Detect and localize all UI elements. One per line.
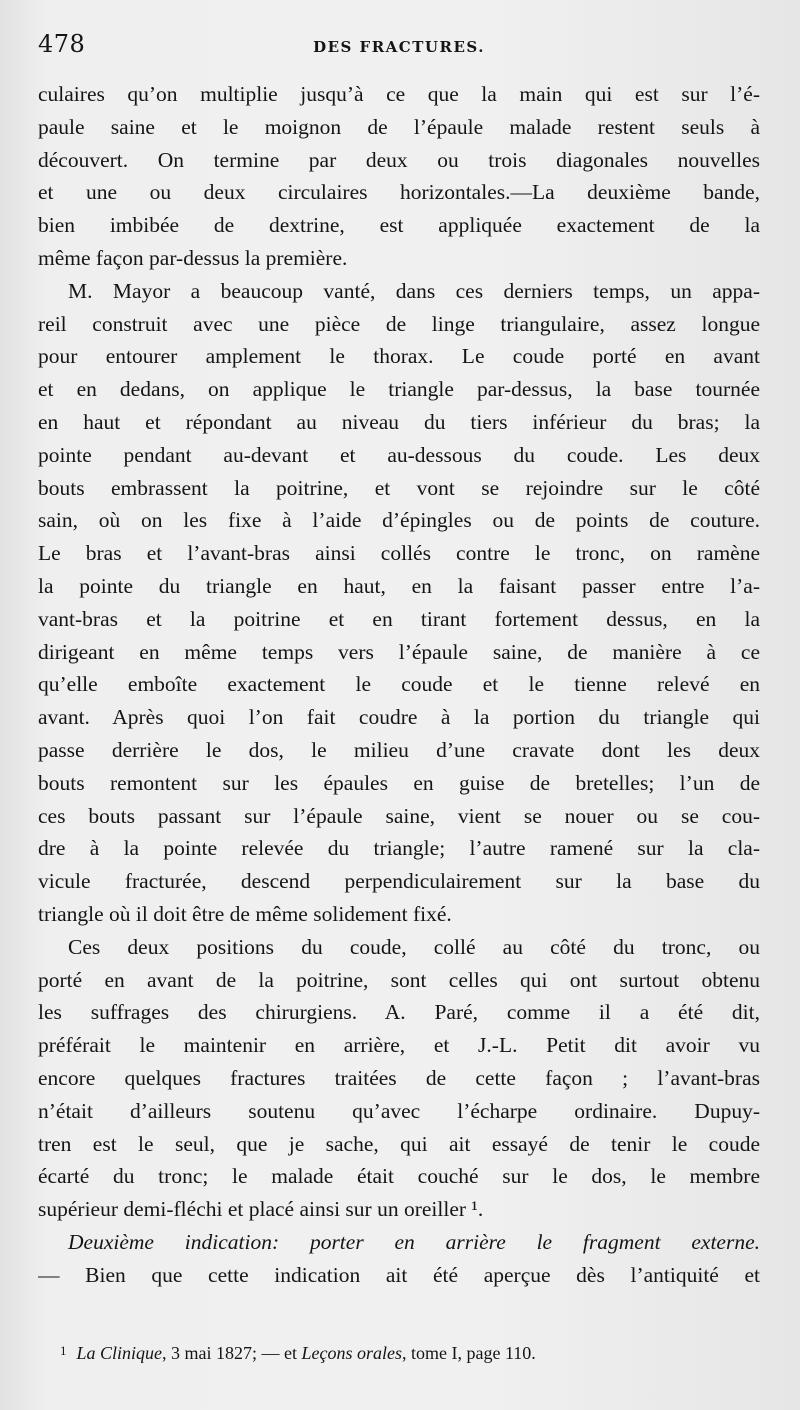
text-line: écarté du tronc; le malade était couché sur le dos, le membre xyxy=(38,1164,760,1189)
footnote-source-title: La Clinique xyxy=(76,1343,163,1363)
text-line: Le bras et l’avant-bras ainsi collés contre le tronc, on ramène xyxy=(38,541,760,566)
text-line: découvert. On termine par deux ou trois diagonales nouvelles xyxy=(38,147,760,172)
text-line: triangle où il doit être de même solidement fixé. xyxy=(38,901,452,926)
text-line: vicule fracturée, descend perpendiculairement sur la base du xyxy=(38,869,760,894)
footnote-marker: 1 xyxy=(60,1343,67,1358)
text-line: préférait le maintenir en arrière, et J.-L. Petit dit avoir vu xyxy=(38,1033,760,1058)
text-line: sain, où on les fixe à l’aide d’épingles ou de points de couture. xyxy=(38,508,760,533)
page-header xyxy=(38,30,760,70)
text-line: pour entourer amplement le thorax. Le coude porté en avant xyxy=(38,344,760,369)
text-line: la pointe du triangle en haut, en la faisant passer entre l’a- xyxy=(38,573,760,598)
text-line: passe derrière le dos, le milieu d’une cravate dont les deux xyxy=(38,737,760,762)
running-head: DES FRACTURES. xyxy=(313,38,485,56)
text-line: en haut et répondant au niveau du tiers inférieur du bras; la xyxy=(38,409,760,434)
text-line: tren est le seul, que je sache, qui ait essayé de tenir le coude xyxy=(38,1131,760,1156)
text-line: les suffrages des chirurgiens. A. Paré, comme il a été dit, xyxy=(38,1000,760,1025)
text-line: bien imbibée de dextrine, est appliquée exactement de la xyxy=(38,213,760,238)
text-line: qu’elle emboîte exactement le coude et le tienne relevé en xyxy=(38,672,760,697)
paragraph-3 xyxy=(38,931,760,1226)
footnote-text-end: , tome I, page 110. xyxy=(402,1343,536,1363)
text-line: encore quelques fractures traitées de cette façon ; l’avant-bras xyxy=(38,1065,760,1090)
paragraph-2 xyxy=(38,275,760,931)
footnote xyxy=(60,1343,760,1364)
page-number: 478 xyxy=(38,30,86,58)
section-heading: Deuxième indication: porter en arrière le fragment externe. xyxy=(68,1229,760,1254)
text-line: bouts embrassent la poitrine, et vont se rejoindre sur le côté xyxy=(38,475,760,500)
footnote-lectures-title: Leçons orales xyxy=(301,1343,402,1363)
text-line: porté en avant de la poitrine, sont celles qui ont surtout obtenu xyxy=(38,967,760,992)
text-line: ces bouts passant sur l’épaule saine, vient se nouer ou se cou- xyxy=(38,803,760,828)
text-line: avant. Après quoi l’on fait coudre à la portion du triangle qui xyxy=(38,705,760,730)
text-line: n’était d’ailleurs soutenu qu’avec l’écharpe ordinaire. Dupuy- xyxy=(38,1098,760,1123)
text-line: et une ou deux circulaires horizontales.—La deuxième bande, xyxy=(38,180,760,205)
text-line: et en dedans, on applique le triangle par-dessus, la base tournée xyxy=(38,377,760,402)
text-line: bouts remontent sur les épaules en guise de bretelles; l’un de xyxy=(38,770,760,795)
paragraph-4 xyxy=(38,1226,760,1292)
body-text xyxy=(38,78,760,1291)
text-line: — Bien que cette indication ait été aperçue dès l’antiquité et xyxy=(38,1262,760,1287)
text-line: vant-bras et la poitrine et en tirant fortement dessus, en la xyxy=(38,606,760,631)
paragraph-1 xyxy=(38,78,760,275)
text-line: paule saine et le moignon de l’épaule malade restent seuls à xyxy=(38,114,760,139)
text-line: reil construit avec une pièce de linge triangulaire, assez longue xyxy=(38,311,760,336)
footnote-text: , 3 mai 1827; — et xyxy=(162,1343,302,1363)
text-line: même façon par-dessus la première. xyxy=(38,245,348,270)
text-line: dirigeant en même temps vers l’épaule saine, de manière à ce xyxy=(38,639,760,664)
text-line: pointe pendant au-devant et au-dessous du coude. Les deux xyxy=(38,442,760,467)
text-line: culaires qu’on multiplie jusqu’à ce que la main qui est sur l’é- xyxy=(38,82,760,106)
text-line: M. Mayor a beaucoup vanté, dans ces derniers temps, un appa- xyxy=(68,278,760,303)
text-line: supérieur demi-fléchi et placé ainsi sur un oreiller ¹. xyxy=(38,1197,484,1222)
text-line: dre à la pointe relevée du triangle; l’autre ramené sur la cla- xyxy=(38,836,760,861)
text-line: Ces deux positions du coude, collé au côté du tronc, ou xyxy=(68,934,760,959)
